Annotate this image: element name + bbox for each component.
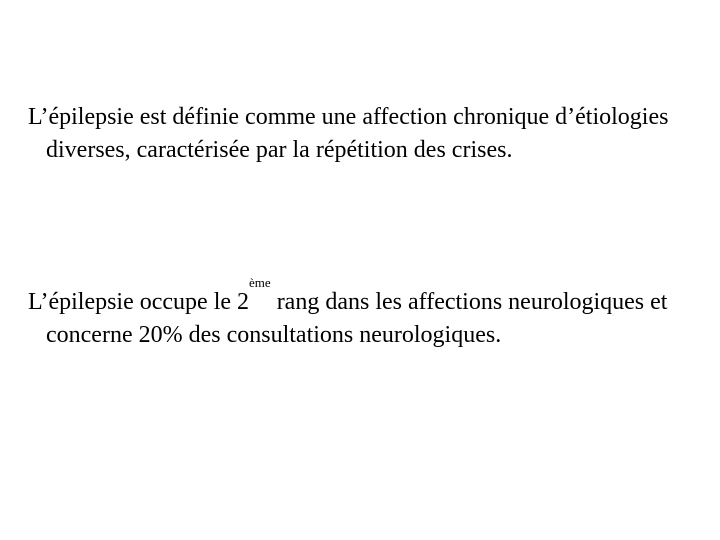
statistics-paragraph (28, 275, 706, 352)
statistics-text-start: L’épilepsie occupe le 2 (28, 289, 250, 315)
ordinal-superscript: ème (249, 275, 271, 290)
definition-paragraph: L’épilepsie est définie comme une affection chronique d’étiologies diverses, caractérisée par la répétition des crises. (28, 104, 669, 163)
statistics-text-end: rang dans les affections neurologiques et concerne 20% des consultations neurologiques. (46, 289, 668, 348)
